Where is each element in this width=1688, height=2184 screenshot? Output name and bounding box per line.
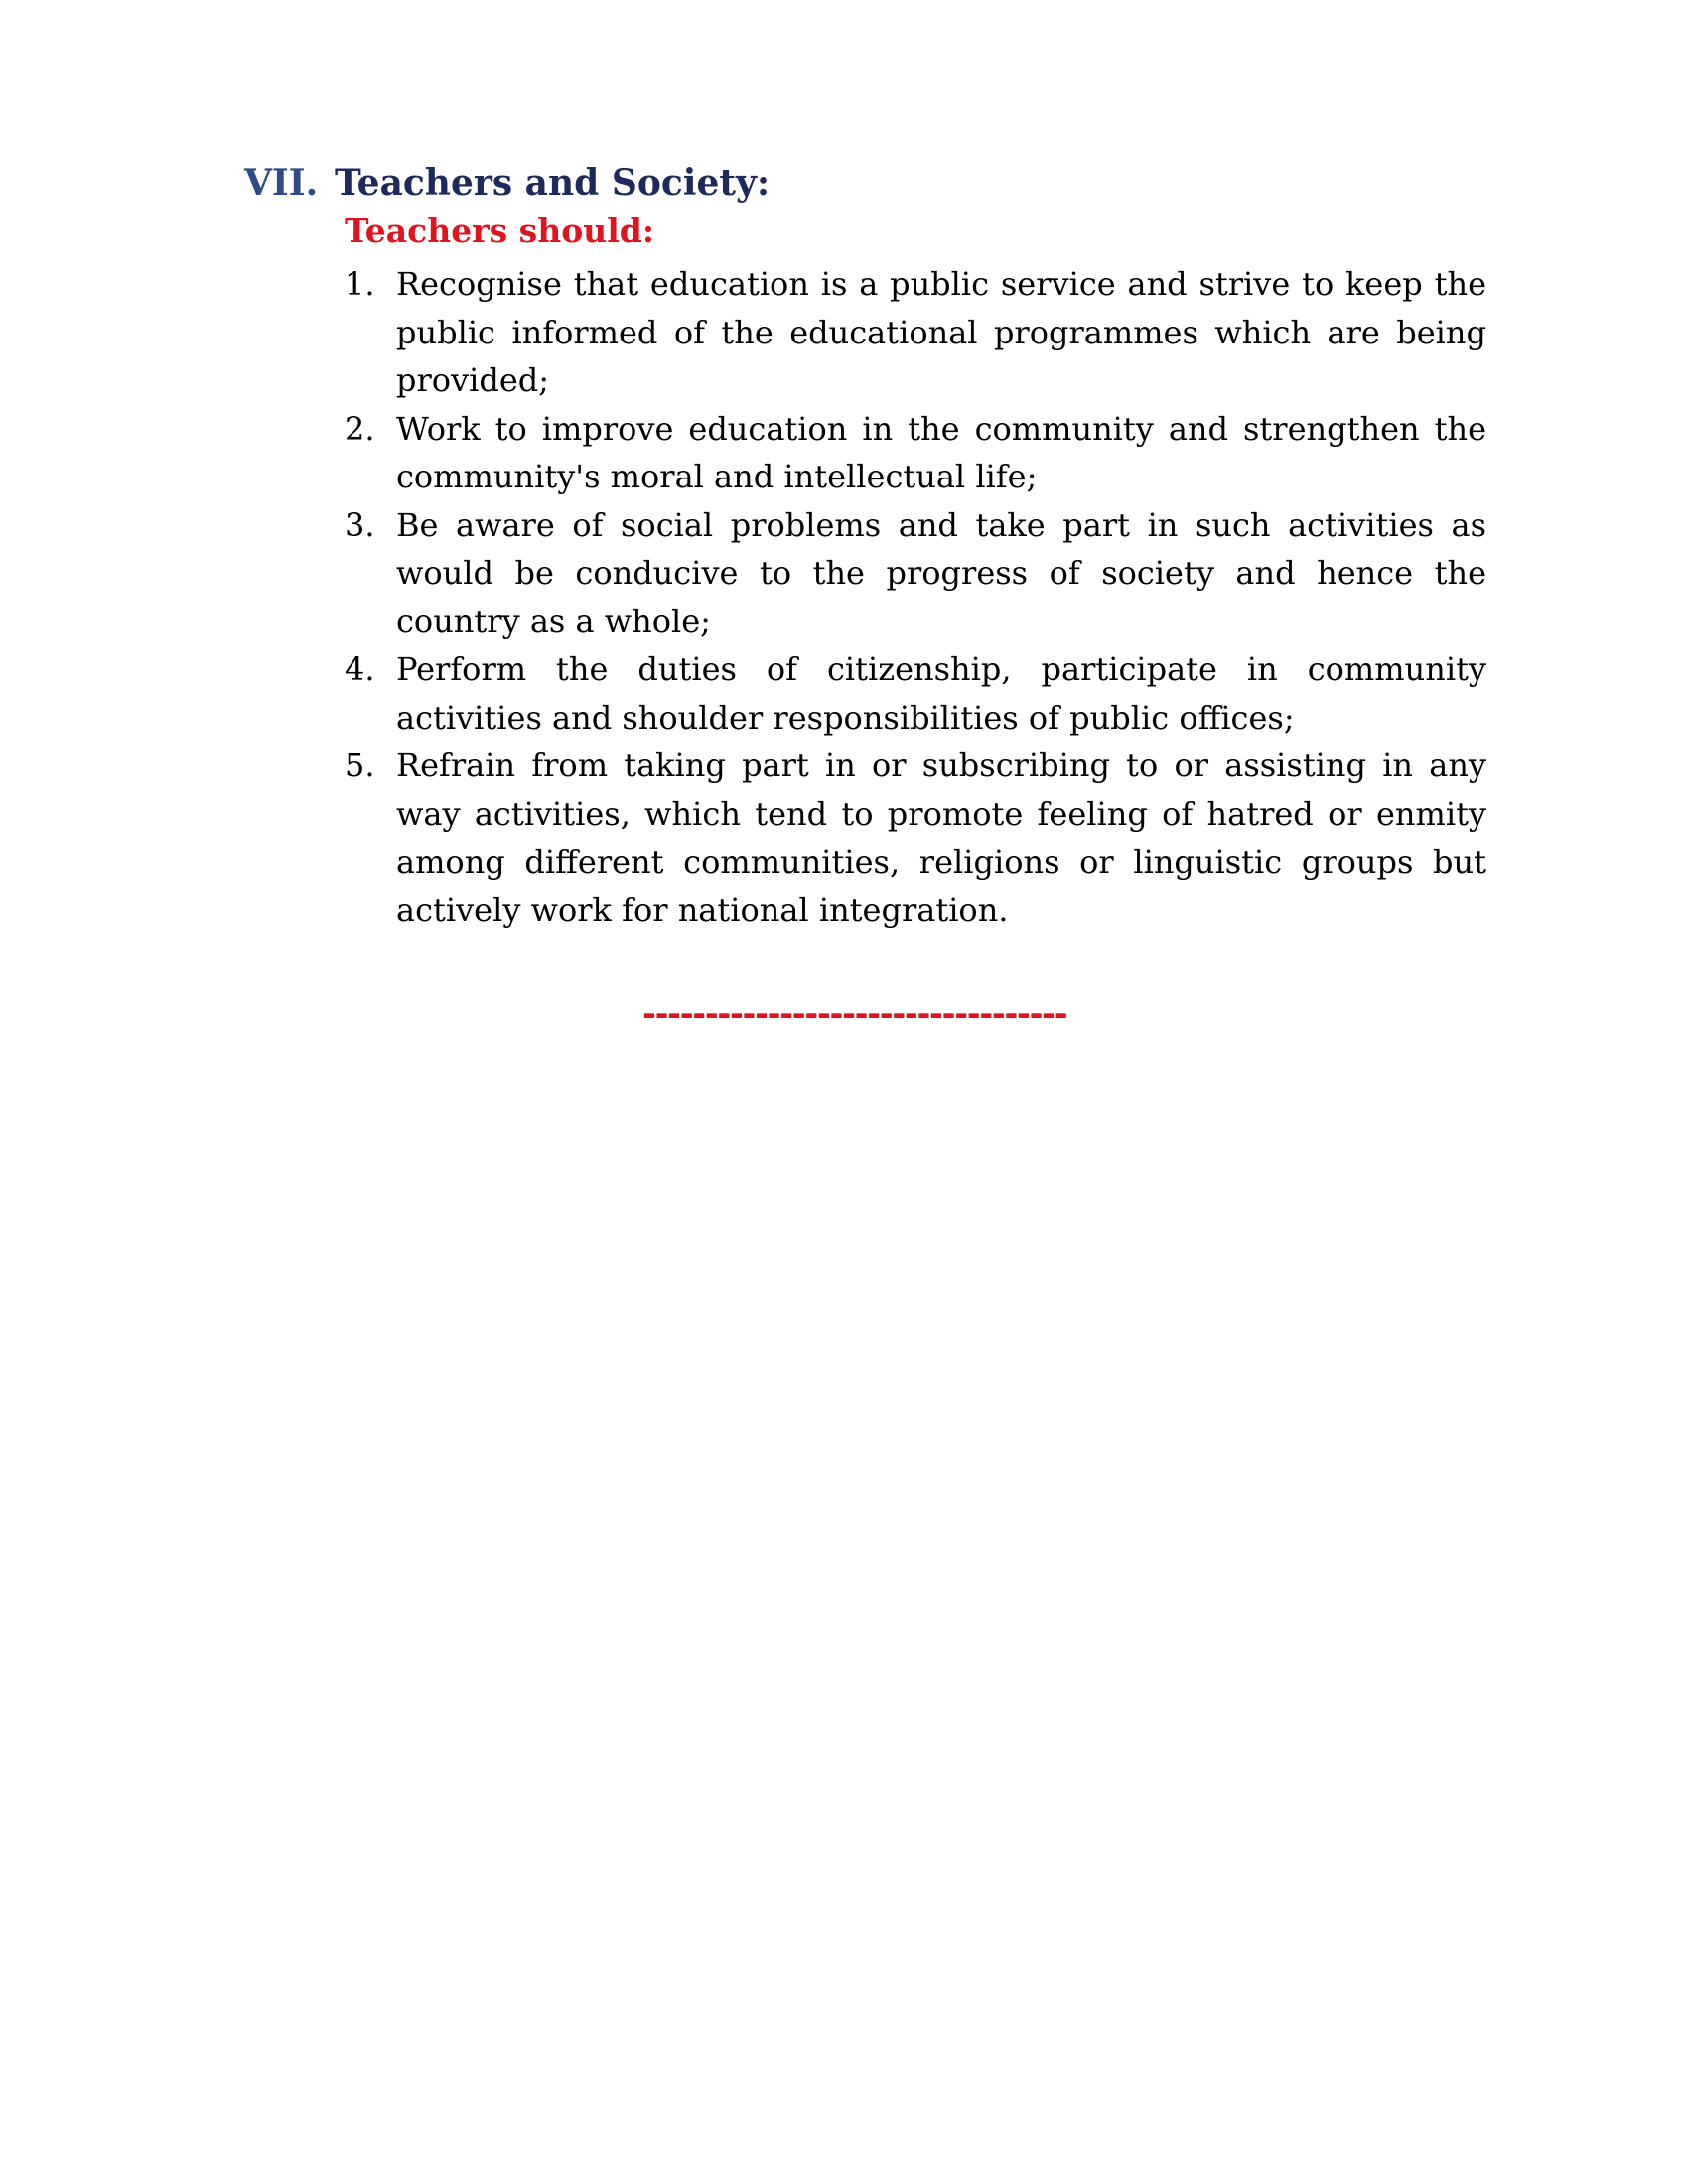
list-item-text: Perform the duties of citizenship, participate in community activities and shoulder responsibilities of public offices;	[396, 650, 1486, 737]
list-item	[345, 742, 1486, 934]
subheading: Teachers should:	[345, 211, 655, 250]
list-item	[345, 501, 1486, 646]
list-item	[345, 405, 1486, 501]
section-heading	[244, 159, 770, 206]
end-of-section-rule: ----------------------------------	[639, 994, 1064, 1032]
list-item-text: Recognise that education is a public service and strive to keep the public informed of the educational programmes which are being provided;	[396, 265, 1486, 399]
list-item-text: Be aware of social problems and take part in such activities as would be conducive to the progress of society and hence the country as a whole;	[396, 505, 1486, 640]
duties-list	[345, 260, 1486, 934]
list-item-number: 4.	[345, 650, 375, 688]
list-item-number: 5.	[345, 747, 375, 784]
list-item-text: Work to improve education in the community and strengthen the community's moral and intellectual life;	[396, 409, 1486, 495]
list-item-number: 3.	[345, 505, 375, 544]
list-item-number: 1.	[345, 265, 375, 303]
list-item	[345, 260, 1486, 405]
section-numeral: VII.	[244, 162, 319, 204]
list-item-text: Refrain from taking part in or subscribing to or assisting in any way activities, which tend to promote feeling of hatred or enmity among different communities, religions or linguistic groups but actively work for national integration.	[396, 747, 1486, 929]
list-item	[345, 645, 1486, 742]
list-item-number: 2.	[345, 409, 375, 448]
section-title: Teachers and Society:	[335, 162, 771, 204]
